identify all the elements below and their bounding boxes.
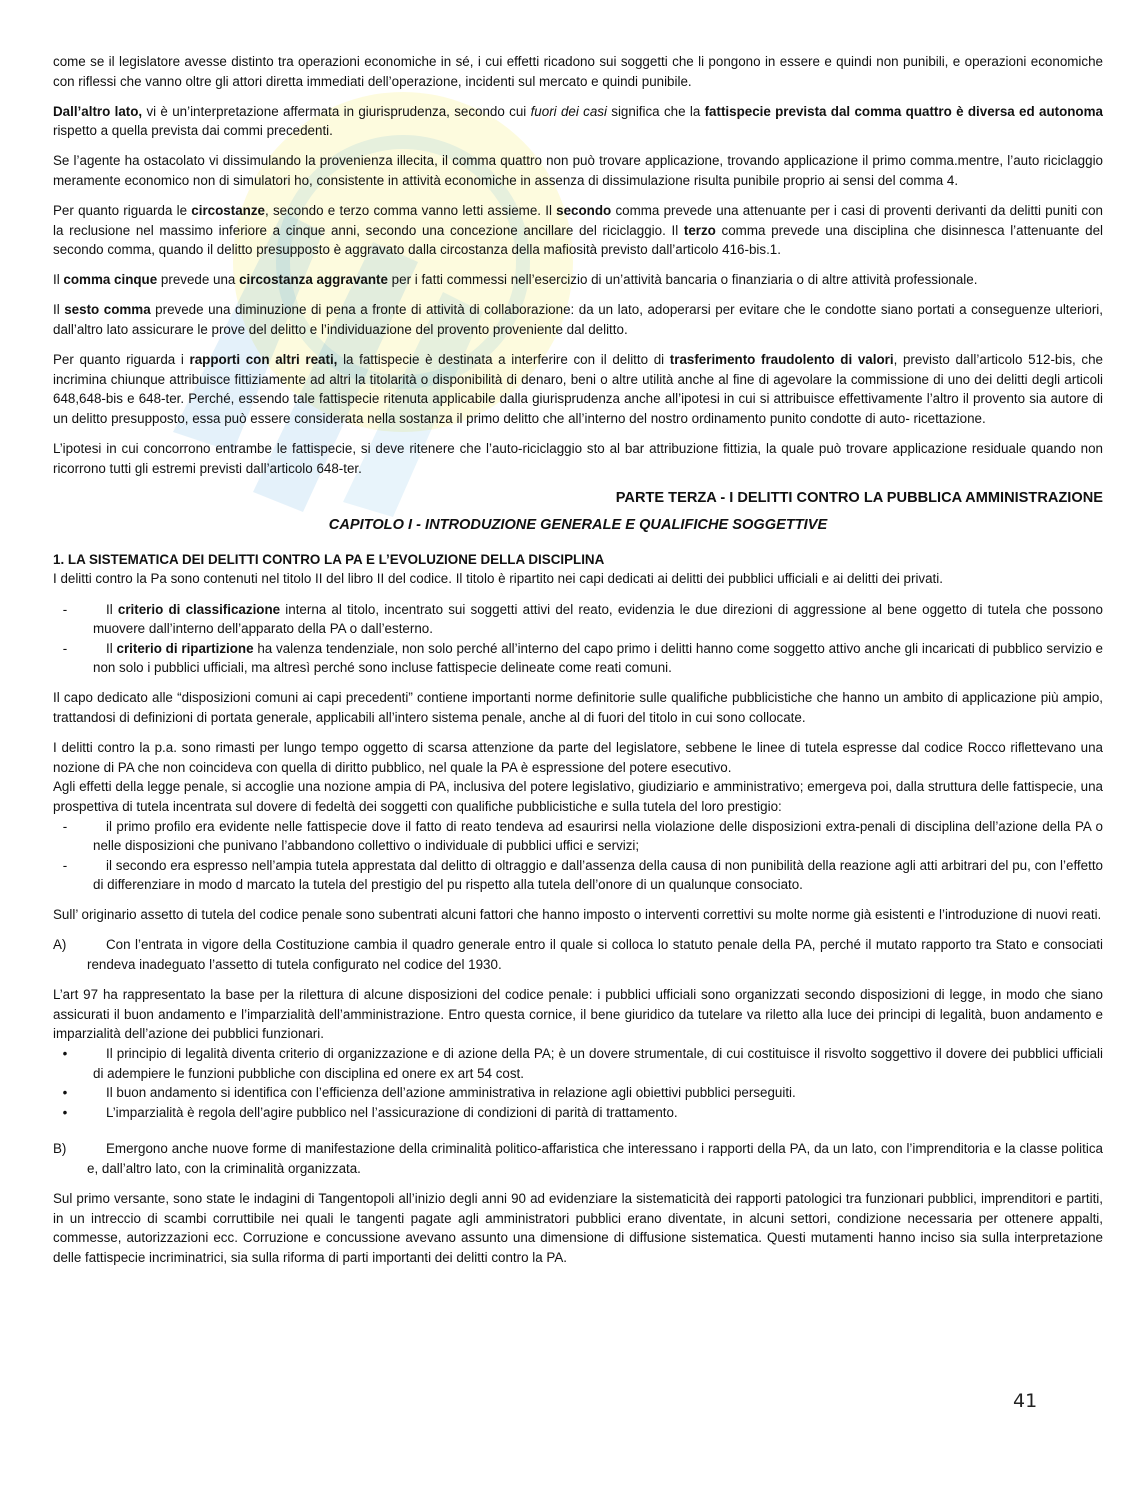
bold-text: criterio di classificazione	[117, 601, 281, 617]
list-item	[53, 1083, 1103, 1103]
list-marker: B)	[53, 1141, 67, 1157]
text: comma prevede una disciplina che disinnesca l’attenuante del secondo comma, quando il delitto presupposto è aggravato dalla circostanza della mafiosità previsto dall’articolo 416-bis.1.	[53, 222, 1103, 258]
bold-text: comma cinque	[63, 272, 158, 288]
text: , previsto dall’articolo 512-bis, che incrimina chiunque attribuisce fittiziamente ad altri la titolarità o disponibilità di denaro, beni o altre utilità anche al fine di agevolare la commissione di uno dei delitti degli articoli 648,648-bis e 648-ter. Perché, essendo tale fattispecie ritenuta applicabile dalla giurisprudenza anche all’ipotesi in cui si attribuisce effettivamente l’altro il provento sia autore di un delitto presupposto, essa può essere considerata nella sostanza il primo delitto che all’interno del nostro ordinamento punito condotte di auto- ricettazione.	[53, 352, 1103, 426]
text: per i fatti commessi nell’esercizio di un’attività bancaria o finanziaria o di altre attività professionale.	[387, 272, 978, 288]
chapter-heading: CAPITOLO I - INTRODUZIONE GENERALE E QUALIFICHE SOGGETTIVE	[328, 517, 828, 534]
text: il primo profilo era evidente nelle fattispecie dove il fatto di reato tendeva ad esaurirsi nella violazione delle disposizioni extra-penali di disciplina dell’azione della PA o nelle disposizioni che punivano l’abbandono collettivo o individuale di pubblici uffici e servizi;	[93, 818, 1103, 854]
paragraph: I delitti contro la p.a. sono rimasti per lungo tempo oggetto di scarsa attenzione da parte del legislatore, sebbene le linee di tutela espresse dal codice Rocco riflettevano una nozione di PA che non coincideva con quella di diritto pubblico, nel quale la PA è espressione del potere esecutivo.	[53, 740, 1103, 775]
text: il secondo era espresso nell’ampia tutela apprestata dal delitto di oltraggio e dall’assenza della causa di non punibilità della reazione agli atti arbitrari del pu, con l’effetto di differenziare in modo d marcato la tutela del prestigio del pu rispetto alla tutela dell’onore di un qualunque consociato.	[93, 857, 1103, 893]
bullet-marker: •	[62, 1104, 68, 1120]
text: Emergono anche nuove forme di manifestazione della criminalità politico-affaristica che interessano i rapporti della PA, da un lato, con l’imprenditoria e la classe politica e, dall’altro lato, con la criminalità organizzata.	[87, 1141, 1103, 1176]
text: interna al titolo, incentrato sui soggetti attivi del reato, evidenzia le due direzioni di aggressione al bene oggetto di tutela che possono muovere dall’interno dell’apparato della PA o dall’esterno.	[93, 601, 1103, 637]
paragraph	[53, 270, 1103, 290]
list-marker: A)	[53, 937, 67, 953]
paragraph: come se il legislatore avesse distinto tra operazioni economiche in sé, i cui effetti ricadono sui soggetti che li pongono in essere e quindi non punibili, e operazioni economiche con riflessi che vanno oltre gli attori diretta immediati dell’operazione, incidenti sul mercato e quindi punibile.	[53, 54, 1103, 89]
list-marker: -	[62, 857, 68, 873]
text: significa che la	[606, 103, 705, 119]
paragraph	[53, 300, 1103, 339]
list-item	[53, 1139, 1103, 1178]
bullet-marker: •	[62, 1085, 68, 1101]
text: Il	[53, 272, 64, 288]
paragraph: Il capo dedicato alle “disposizioni comuni ai capi precedenti” contiene importanti norme definitorie sulle qualifiche pubblicistiche che hanno un ambito di applicazione più ampio, trattandosi di definizioni di portata generale, applicabili all’intero sistema penale, anche al di fuori del titolo in cui sono collocate.	[53, 690, 1103, 726]
document-page	[53, 52, 1103, 1278]
section-title: 1. LA SISTEMATICA DEI DELITTI CONTRO LA PA E L’EVOLUZIONE DELLA DISCIPLINA	[53, 551, 605, 567]
italic-text: fuori dei casi	[530, 103, 607, 119]
bullet-marker: •	[62, 1045, 68, 1061]
list-item	[53, 935, 1103, 974]
paragraph: Se l’agente ha ostacolato vi dissimulando la provenienza illecita, il comma quattro non può trovare applicazione, trovando applicazione il primo comma.mentre, l’auto riciclaggio meramente economico non di simulatori ho, consistente in attività economiche in assenza di dissimulazione risulta punibile proprio ai sensi del comma 4.	[53, 153, 1103, 188]
text: Il principio di legalità diventa criterio di organizzazione e di azione della PA; è un dovere strumentale, di cui costituisce il risvolto soggettivo il dovere dei pubblici ufficiali di adempiere le funzioni pubbliche con disciplina ed onere ex art 54 cost.	[93, 1045, 1103, 1081]
list-marker: -	[62, 818, 68, 834]
paragraph	[53, 102, 1103, 141]
text: Il buon andamento si identifica con l’efficienza dell’azione amministrativa in relazione agli obiettivi pubblici perseguiti.	[106, 1085, 796, 1101]
text: Per quanto riguarda i	[53, 352, 190, 368]
bold-text: rapporti con altri reati,	[189, 352, 338, 368]
text: , secondo e terzo comma vanno letti assieme. Il	[264, 203, 557, 219]
paragraph: I delitti contro la Pa sono contenuti nel titolo II del libro II del codice. Il titolo è ripartito nei capi dedicati ai delitti dei pubblici ufficiali e ai delitti dei privati.	[53, 571, 943, 587]
bold-text: circostanze	[191, 203, 265, 219]
bold-text: secondo	[556, 203, 612, 219]
list-item	[53, 639, 1103, 678]
bold-text: trasferimento fraudolento di valori	[669, 352, 894, 368]
list-item	[53, 856, 1103, 895]
text: Per quanto riguarda le	[53, 203, 192, 219]
text: ha valenza tendenziale, non solo perché all’interno del capo primo i delitti hanno come soggetto attivo anche gli incaricati di pubblico servizio e non solo i pubblici ufficiali, ma altresì perché sono incluse fattispecie delineate come reati comuni.	[93, 640, 1104, 676]
bold-text: criterio di ripartizione	[116, 640, 254, 656]
paragraph: Sul primo versante, sono state le indagini di Tangentopoli all’inizio degli anni 90 ad evidenziare la sistematicità dei rapporti patologici tra funzionari pubblici, imprenditori e partiti, in un intreccio di scambi corruttibile nei quali le tangenti pagate agli amministratori pubblici erano diventate, in alcuni settori, condizione necessaria per ottenere appalti, commesse, autorizzazioni ecc. Corruzione e concussione avevano assunto una dimensione di diffusione sistematica. Questi mutamenti hanno inciso sia sulla interpretazione delle fattispecie incriminatrici, sia sulla riforma di parti importanti dei delitti contro la PA.	[53, 1191, 1103, 1265]
text: comma prevede una attenuante per i casi di proventi derivanti da delitti puniti con la reclusione nel massimo inferiore a cinque anni, secondo una concezione ancillare del riciclaggio. Il	[53, 203, 1103, 238]
paragraph: L’ipotesi in cui concorrono entrambe le fattispecie, si deve ritenere che l’auto-riciclaggio sto al bar attribuzione fittizia, la quale può trovare applicazione residuale quando non ricorrono tutti gli estremi previsti dall’articolo 648-ter.	[53, 441, 1103, 476]
list-item	[53, 817, 1103, 856]
text: prevede una	[157, 272, 240, 288]
list-marker: -	[62, 640, 68, 656]
list-marker: -	[62, 601, 68, 617]
part-heading: PARTE TERZA - I DELITTI CONTRO LA PUBBLICA AMMINISTRAZIONE	[615, 489, 1103, 506]
paragraph	[53, 350, 1103, 428]
list-item	[53, 1103, 1103, 1123]
paragraph	[53, 201, 1103, 260]
list-item	[53, 600, 1103, 639]
text: Il	[53, 302, 65, 318]
paragraph: Sull’ originario assetto di tutela del codice penale sono subentrati alcuni fattori che hanno imposto o interventi correttivi su molte norme già esistenti e l’introduzione di nuovi reati.	[53, 907, 1102, 923]
paragraph: Agli effetti della legge penale, si accoglie una nozione ampia di PA, inclusiva del potere legislativo, giudiziario e amministrativo; emergeva poi, dalla struttura delle fattispecie, una prospettiva di tutela incentrata sul dovere di fedeltà dei soggetti con qualifiche pubblicistiche e sulla tutela del loro prestigio:	[53, 779, 1103, 814]
paragraph: L’art 97 ha rappresentato la base per la rilettura di alcune disposizioni del codice penale: i pubblici ufficiali sono organizzati secondo disposizioni di legge, in modo che siano assicurati il buon andamento e l’imparzialità dell’amministrazione. Entro questa cornice, il bene giuridico da tutelare va riletto alla luce dei principi di legalità, buon andamento e imparzialità dell’azione dei pubblici funzionari.	[53, 987, 1103, 1042]
bold-text: circostanza aggravante	[239, 272, 388, 288]
text: la fattispecie è destinata a interferire con il delitto di	[337, 352, 670, 368]
bold-text: Dall’altro lato,	[53, 103, 143, 119]
text: Con l’entrata in vigore della Costituzione cambia il quadro generale entro il quale si colloca lo statuto penale della PA, perché il mutato rapporto tra Stato e consociati rendeva inadeguato l’assetto di tutela configurato nel codice del 1930.	[87, 937, 1103, 973]
text: vi è un’interpretazione affermata in giurisprudenza, secondo cui	[142, 103, 531, 119]
list-item	[53, 1044, 1103, 1083]
page-number: 41	[1013, 1390, 1038, 1412]
text: rispetto a quella prevista dai commi precedenti.	[53, 123, 333, 139]
bold-text: sesto comma	[64, 302, 151, 318]
bold-text: terzo	[683, 222, 716, 238]
text: L’imparzialità è regola dell’agire pubblico nel l’assicurazione di condizioni di parità di trattamento.	[106, 1104, 678, 1120]
bold-text: fattispecie prevista dal comma quattro è diversa ed autonoma	[704, 103, 1103, 119]
text: Il	[106, 601, 118, 617]
text: prevede una diminuzione di pena a fronte di attività di collaborazione: da un lato, adoperarsi per evitare che le condotte siano portati a conseguenze ulteriori, dall’altro lato assicurare le prove del delitto e l’individuazione del provento proveniente dal delitto.	[53, 302, 1103, 338]
text: Il	[106, 640, 117, 656]
